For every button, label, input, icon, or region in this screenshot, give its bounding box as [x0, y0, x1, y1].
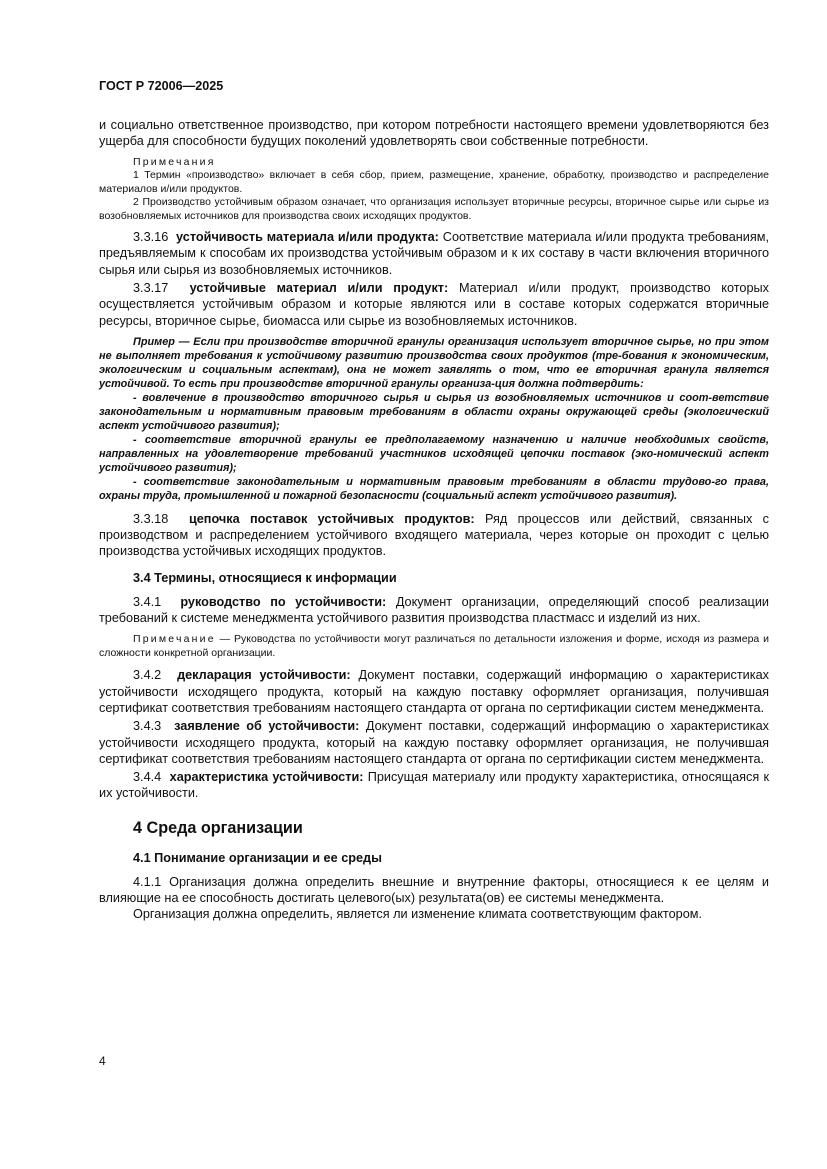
term-definition: Документ поставки, содержащий информацию о характеристиках устойчивости исходящего продукта, который на каждую поставку оформляет организация, получившая сертификат соответствия требованиям настоящего стандарта от органа по сертификации систем менеджмента.	[99, 668, 769, 715]
term-entry-3316	[99, 229, 769, 278]
term-entry-341	[99, 594, 769, 627]
term-number: 3.4.1	[133, 594, 162, 609]
note-item: 2 Производство устойчивым образом означает, что организация использует вторичные ресурсы, вторичное сырье или сырье из возобновляемых источников для производства своих исходящих продуктов.	[99, 196, 769, 222]
term-number: 3.4.4	[133, 770, 162, 785]
example-item: - вовлечение в производство вторичного сырья и сырья из возобновляемых источников и соот-ветствие законодательным и нормативным правовым требованиям в области охраны окружающей среды (экологический аспект устойчивого развития);	[99, 391, 769, 432]
term-name: заявление об устойчивости:	[174, 719, 360, 734]
example-item: - соответствие вторичной гранулы ее предполагаемому назначению и наличие необходимых свойств, направленных на удовлетворение требований участников исходящей цепочки поставок (эко-номический аспект устойчивого развития);	[99, 433, 769, 474]
term-name: цепочка поставок устойчивых продуктов:	[188, 511, 475, 526]
page-number: 4	[99, 1054, 106, 1068]
term-name: декларация устойчивости:	[177, 668, 351, 683]
term-name: устойчивые материал и/или продукт:	[189, 280, 449, 295]
term-number: 3.4.3	[133, 719, 162, 734]
section-heading-4-1: 4.1 Понимание организации и ее среды	[133, 850, 382, 865]
term-entry-3318	[99, 511, 769, 560]
intro-paragraph: и социально ответственное производство, при котором потребности настоящего времени удовлетворяются без ущерба для способности будущих поколений удовлетворять свои собственные потребности.	[99, 118, 769, 149]
note-341	[99, 633, 769, 660]
term-entry-344	[99, 769, 769, 802]
term-entry-343	[99, 718, 769, 767]
term-definition: Документ поставки, содержащий информацию о характеристиках устойчивости исходящего продукта, который на каждую поставку оформляет организация, не получившая сертификат соответствия требованиям настоящего стандарта от органа по сертификации систем менеджмента.	[99, 719, 769, 766]
term-definition: Присущая материалу или продукту характеристика, относящаяся к их устойчивости.	[99, 770, 770, 801]
paragraph-4-1-1-continued: Организация должна определить, является ли изменение климата соответствующим фактором.	[133, 907, 703, 922]
term-definition: Соответствие материала и/или продукта требованиям, предъявляемым к способам их производства устойчивым образом и к их составу в части включения вторичного сырья или сырья из возобновляемых источников.	[99, 230, 769, 277]
note-label: Примечание	[133, 633, 216, 646]
term-definition: Ряд процессов или действий, связанных с производством и распределением устойчивого входящего материала, через которые он проходит с целью производства устойчивых исходящих продуктов.	[99, 511, 770, 559]
document-code: ГОСТ Р 72006—2025	[99, 79, 224, 93]
term-name: характеристика устойчивости:	[169, 770, 364, 785]
note-item: 1 Термин «производство» включает в себя сбор, прием, размещение, хранение, обработку, производство и распределение материалов и/или продуктов.	[99, 169, 769, 195]
term-definition: Документ организации, определяющий способ реализации требований к системе менеджмента устойчивого развития производства пластмасс и изделий из них.	[99, 594, 770, 626]
term-number: 3.3.16	[133, 230, 169, 245]
term-number: 3.3.17	[133, 280, 169, 295]
notes-block	[99, 156, 769, 224]
example-intro: Пример — Если при производстве вторичной гранулы организация использует вторичное сырье, но при этом не выполняет требования к устойчивому развитию производства своих продуктов (тре-бования к экономическим, экологическим и социальным аспектам), она не может заявлять о том, что ее вторичная гранула является устойчивой. То есть при производстве вторичной гранулы организа-ция должна подтвердить:	[99, 335, 769, 390]
term-name: руководство по устойчивости:	[180, 594, 387, 609]
term-number: 3.4.2	[133, 668, 162, 683]
term-name: устойчивость материала и/или продукта:	[176, 230, 439, 245]
term-entry-3317	[99, 280, 769, 329]
term-number: 3.3.18	[133, 511, 169, 526]
paragraph-4-1-1: 4.1.1 Организация должна определить внешние и внутренние факторы, относящиеся к ее целям и влияющие на ее способность достигать целевого(ых) результата(ов) ее системы менеджмента.	[99, 874, 769, 906]
notes-title: Примечания	[133, 155, 216, 168]
example-item: - соответствие законодательным и нормативным правовым требованиям в области трудово-го права, охраны труда, промышленной и пожарной безопасности (социальный аспект устойчивого развития).	[99, 475, 769, 502]
note-text: — Руководства по устойчивости могут различаться по детальности изложения и форме, исходя из размера и сложности конкретной организации.	[99, 633, 769, 659]
page-content	[99, 117, 769, 923]
example-block	[99, 335, 769, 503]
section-heading-3-4: 3.4 Термины, относящиеся к информации	[133, 570, 397, 585]
term-entry-342	[99, 667, 769, 716]
term-definition: Материал и/или продукт, производство которых осуществляется устойчивым образом и которые являются или в составе которых содержатся вторичные ресурсы, вторичное сырье, биомасса или сырье из возобновляемых источников.	[99, 280, 769, 328]
section-heading-4: 4 Среда организации	[133, 818, 303, 837]
